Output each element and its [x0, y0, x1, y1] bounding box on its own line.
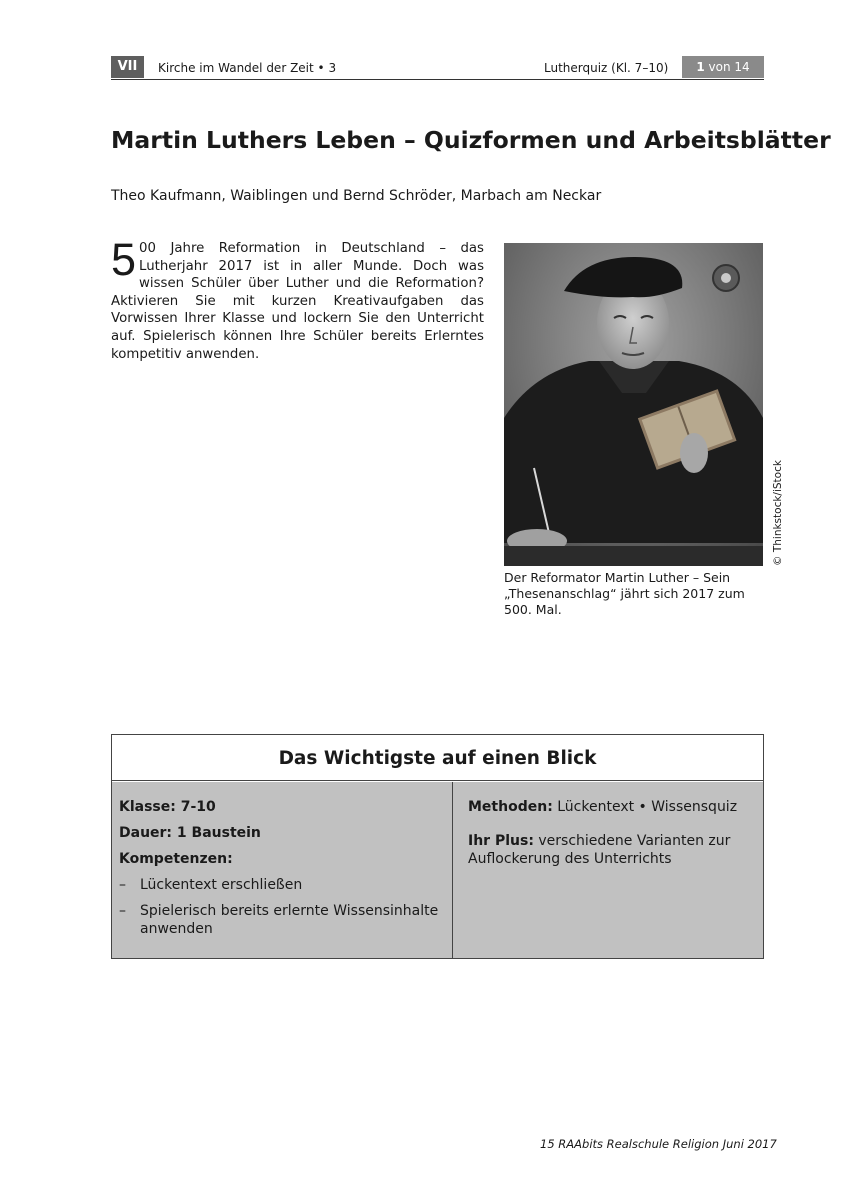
list-dash: –	[119, 877, 126, 893]
series-number: 3	[328, 61, 337, 75]
duration: Dauer: 1 Baustein	[119, 825, 261, 841]
page-current: 1	[696, 60, 705, 74]
plus-label: Ihr Plus:	[468, 833, 534, 849]
competency-item	[112, 903, 452, 943]
overview-box	[111, 734, 764, 959]
page-footer: 15 RAAbits Realschule Religion Juni 2017	[540, 1137, 777, 1151]
competency-text: Lückentext erschließen	[140, 877, 303, 893]
overview-title: Das Wichtigste auf einen Blick	[112, 735, 763, 781]
plus-value: verschiedene Varianten zur Auflockerung des Unterrichts	[468, 833, 731, 867]
photo-credit: © Thinkstock/iStock	[772, 460, 784, 566]
methods	[468, 799, 758, 817]
page-total: von 14	[708, 60, 750, 74]
overview-body	[112, 782, 763, 958]
bullet-separator: •	[317, 61, 325, 75]
methods-value: Lückentext • Wissensquiz	[557, 799, 738, 815]
list-dash: –	[119, 903, 126, 919]
authors-line: Theo Kaufmann, Waiblingen und Bernd Schröder, Marbach am Neckar	[111, 188, 602, 204]
competencies-label: Kompetenzen:	[119, 851, 233, 867]
header-rule	[111, 79, 764, 81]
portrait-illustration	[504, 243, 763, 566]
page-header	[111, 56, 764, 80]
competency-text: Spielerisch bereits erlernte Wissensinhalte anwenden	[140, 903, 439, 937]
section-badge: VII	[111, 56, 144, 78]
methods-label: Methoden:	[468, 799, 553, 815]
series-title	[158, 61, 336, 75]
figure-caption: Der Reformator Martin Luther – Sein „Thesenanschlag“ jährt sich 2017 zum 500. Mal.	[504, 570, 745, 617]
luther-portrait	[504, 243, 763, 566]
series-name: Kirche im Wandel der Zeit	[158, 61, 314, 75]
unit-title: Lutherquiz (Kl. 7–10)	[544, 61, 669, 75]
overview-left-column	[112, 782, 453, 958]
intro-text: 00 Jahre Reformation in Deutschland – das Lutherjahr 2017 ist in aller Munde. Doch was wissen Schüler über Luther und die Reformation? Aktivieren Sie mit kurzen Kreativaufgaben das Vorwissen Ihrer Klasse und lockern Sie den Unterricht auf. Spielerisch können Ihre Schüler bereits Erlerntes kompetitiv anwenden.	[111, 241, 484, 362]
drop-cap: 5	[111, 234, 137, 285]
article-title: Martin Luthers Leben – Quizformen und Arbeitsblätter	[111, 126, 831, 154]
intro-paragraph	[111, 234, 484, 363]
overview-right-column	[454, 782, 763, 958]
plus	[468, 833, 758, 868]
competency-item	[112, 877, 452, 897]
page-number-badge	[682, 56, 764, 78]
grade-level: Klasse: 7-10	[119, 799, 216, 815]
